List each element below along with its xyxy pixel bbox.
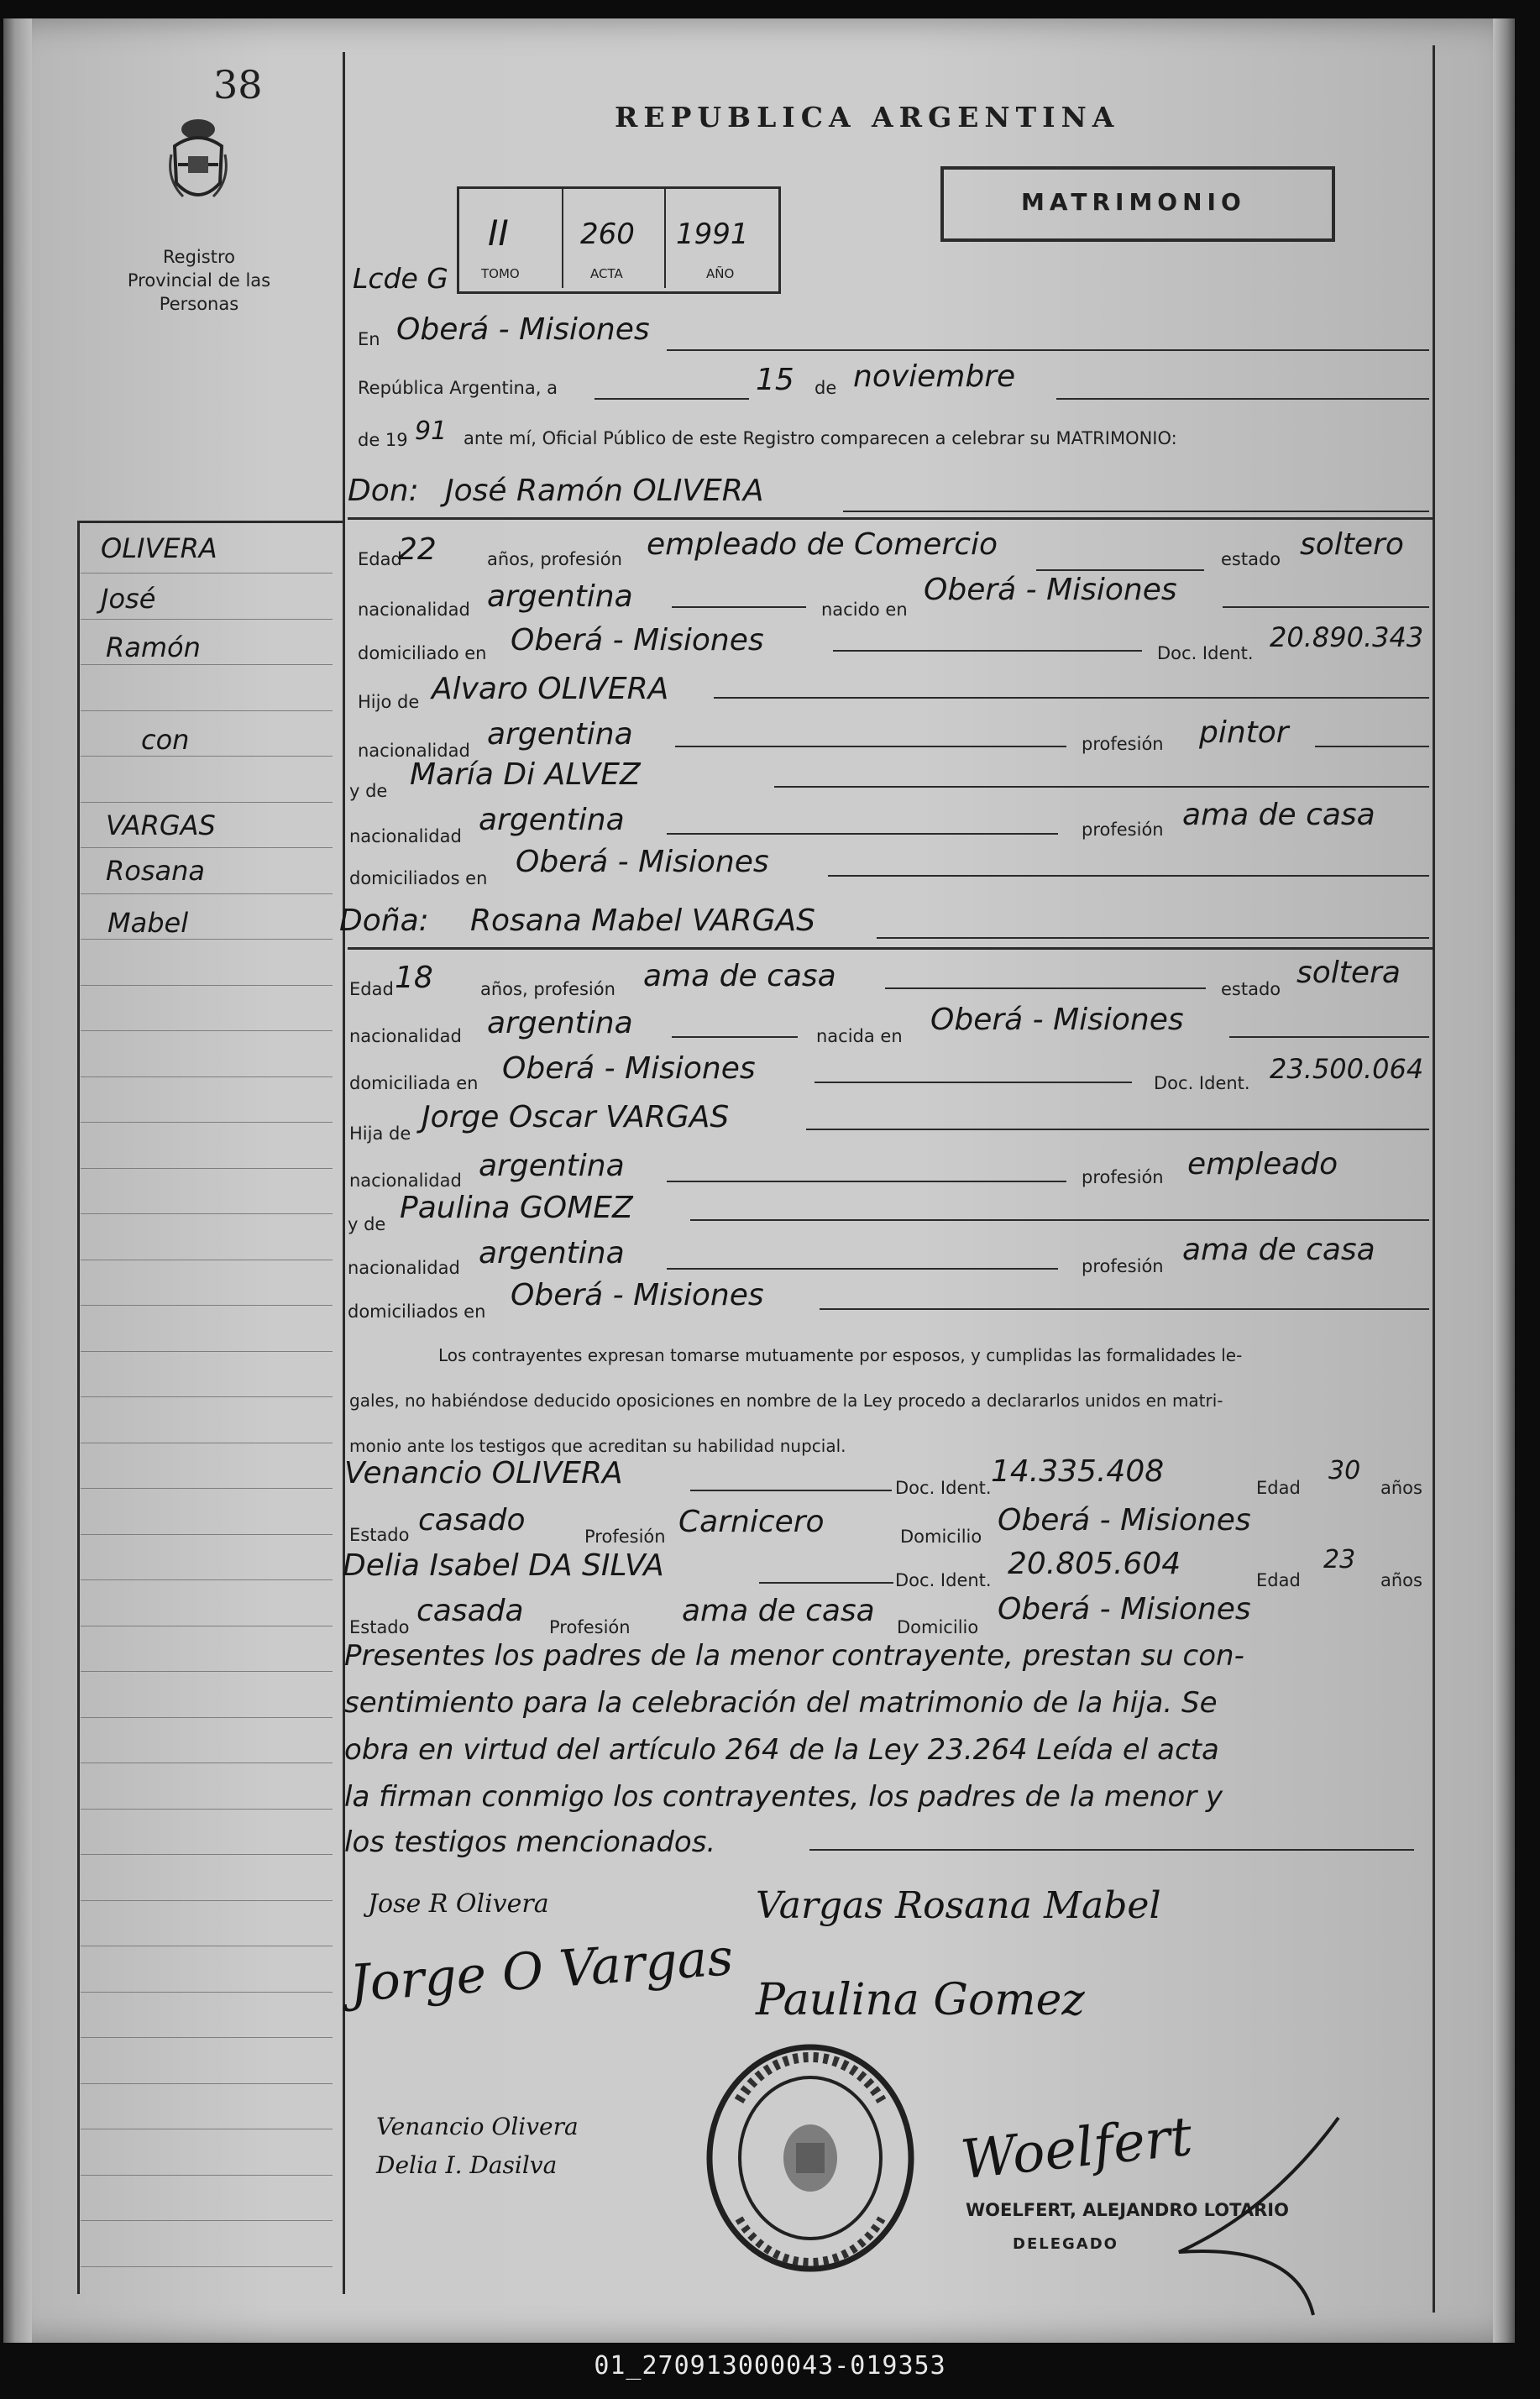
- margin-groom-second: Ramón: [106, 631, 201, 663]
- line-bride-profession: [885, 987, 1206, 989]
- witness2-name: Delia Isabel DA SILVA: [343, 1548, 664, 1583]
- bride-name: Rosana Mabel VARGAS: [470, 904, 815, 938]
- bride-father-signature: Jorge O Vargas: [348, 1928, 736, 2014]
- bride-father-name: Jorge Oscar VARGAS: [422, 1100, 730, 1134]
- bride-title: Doña:: [339, 904, 429, 938]
- margin-ruled-line: [81, 985, 333, 986]
- acta-cell: [562, 189, 666, 288]
- line-bride-mother-nationality: [667, 1268, 1058, 1270]
- bride-civil-status: soltera: [1296, 956, 1401, 990]
- tomo-label: TOMO: [481, 266, 520, 281]
- notes-line-4: la firman conmigo los contrayentes, los padres de la menor y: [344, 1780, 1223, 1814]
- groom-birthplace: Oberá - Misiones: [924, 573, 1177, 607]
- margin-bride-first: Rosana: [106, 855, 205, 887]
- groom-mother-nationality: argentina: [479, 803, 625, 837]
- coat-of-arms-seal: [168, 113, 228, 210]
- acta-label: ACTA: [590, 266, 623, 281]
- margin-ruled-line: [81, 2083, 333, 2084]
- line-bride-birthplace: [1229, 1036, 1429, 1038]
- bride-mother-profesion-label: profesión: [1082, 1256, 1164, 1276]
- bride-nationality: argentina: [487, 1006, 633, 1040]
- witness2-domicilio-label: Domicilio: [897, 1617, 979, 1637]
- margin-connector: con: [141, 724, 190, 756]
- margin-ruled-line: [81, 710, 333, 711]
- witness1-age: 30: [1328, 1456, 1361, 1485]
- record-number-box: [457, 186, 781, 294]
- groom-anos-profesion-label: años, profesión: [487, 549, 622, 569]
- line-day-before: [595, 398, 749, 400]
- groom-mother-profesion-label: profesión: [1082, 820, 1164, 840]
- margin-ruled-line: [81, 619, 333, 620]
- bride-section-rule: [348, 947, 1433, 950]
- margin-ruled-line: [81, 1351, 333, 1352]
- bride-mother-nacionalidad-label: nacionalidad: [348, 1258, 460, 1278]
- notes-line-2: sentimiento para la celebración del matrimonio de la hija. Se: [344, 1686, 1218, 1720]
- groom-mother-name: María Di ALVEZ: [410, 757, 641, 792]
- margin-ruled-line: [81, 1579, 333, 1580]
- bride-anos-profesion-label: años, profesión: [480, 979, 615, 999]
- margin-ruled-line: [81, 1305, 333, 1306]
- witness1-doc-label: Doc. Ident.: [895, 1478, 992, 1498]
- groom-parents-dom-label: domiciliados en: [349, 868, 488, 888]
- line-bride-father: [806, 1129, 1429, 1130]
- officer-signature-flourish: [1129, 2109, 1380, 2319]
- margin-ruled-line: [81, 664, 333, 665]
- margin-ruled-line: [81, 893, 333, 894]
- line-groom-nationality: [672, 606, 806, 608]
- line-bride-domicile: [815, 1082, 1132, 1083]
- margin-ruled-line: [81, 1030, 333, 1031]
- margin-ruled-line: [81, 2175, 333, 2176]
- witness2-age: 23: [1323, 1545, 1356, 1574]
- groom-parents-domicile: Oberá - Misiones: [516, 845, 769, 879]
- line-bride-mother: [690, 1219, 1429, 1221]
- margin-ruled-line: [81, 573, 333, 574]
- groom-title: Don:: [348, 474, 419, 508]
- act-type-box: [940, 166, 1335, 242]
- page-number: 38: [213, 62, 263, 107]
- margin-ruled-line: [81, 1671, 333, 1672]
- witness2-profession: ama de casa: [682, 1594, 875, 1628]
- bride-father-profesion-label: profesión: [1082, 1167, 1164, 1187]
- margin-ruled-line: [81, 1854, 333, 1855]
- margin-ruled-line: [81, 939, 333, 940]
- line-groom-mother: [774, 786, 1429, 788]
- bride-domicile: Oberá - Misiones: [502, 1051, 756, 1086]
- bride-father-nacionalidad-label: nacionalidad: [349, 1171, 462, 1191]
- margin-ruled-line: [81, 1488, 333, 1489]
- groom-nationality: argentina: [487, 579, 633, 614]
- binding-strip: [3, 18, 32, 2343]
- groom-domicilio-label: domiciliado en: [358, 643, 487, 663]
- tomo-value: II: [488, 212, 509, 254]
- line-notes-end: [809, 1849, 1414, 1851]
- margin-groom-first: José: [101, 583, 156, 615]
- line-groom-father-profession: [1315, 746, 1429, 747]
- notes-line-1: Presentes los padres de la menor contrayente, prestan su con-: [344, 1639, 1244, 1673]
- line-intro-place: [667, 349, 1429, 351]
- line-groom-father-nationality: [675, 746, 1066, 747]
- bride-father-nationality: argentina: [479, 1149, 625, 1183]
- registry-name: Registro Provincial de las Personas: [127, 247, 271, 314]
- groom-mother-profession: ama de casa: [1182, 798, 1375, 832]
- bride-nacida-label: nacida en: [816, 1026, 903, 1046]
- officer-signature: Woelfert: [957, 2105, 1196, 2192]
- margin-code: Lcde G: [353, 262, 448, 295]
- intro-day: 15: [756, 363, 794, 397]
- intro-place: Oberá - Misiones: [396, 312, 650, 347]
- declaration-line-2: gales, no habiéndose deducido oposiciones en nombre de la Ley procedo a declararlos unidos en matri-: [349, 1391, 1223, 1411]
- witness2-doc-label: Doc. Ident.: [895, 1570, 992, 1590]
- margin-ruled-line: [81, 847, 333, 848]
- acta-value: 260: [580, 217, 635, 251]
- groom-mother-nacionalidad-label: nacionalidad: [349, 826, 462, 846]
- intro-year-prefix: de 19: [358, 430, 408, 450]
- bride-yde-label: y de: [348, 1214, 386, 1234]
- margin-ruled-line: [81, 756, 333, 757]
- witness2-signature: Delia I. Dasilva: [376, 2151, 558, 2179]
- intro-month: noviembre: [853, 359, 1016, 394]
- line-groom-domicile: [833, 650, 1142, 652]
- notes-line-3: obra en virtud del artículo 264 de la Ley 23.264 Leída el acta: [344, 1733, 1219, 1767]
- line-bride-nationality: [672, 1036, 798, 1038]
- witness1-doc: 14.335.408: [991, 1454, 1165, 1489]
- officer-title: DELEGADO: [1013, 2235, 1118, 2253]
- bride-domicilio-label: domiciliada en: [349, 1073, 479, 1093]
- groom-section-rule: [348, 517, 1433, 520]
- bride-estado-label: estado: [1221, 979, 1281, 999]
- bride-nacionalidad-label: nacionalidad: [349, 1026, 462, 1046]
- bride-doc-number: 23.500.064: [1270, 1053, 1424, 1085]
- groom-father-nationality: argentina: [487, 717, 633, 752]
- tomo-cell: [459, 189, 563, 288]
- bride-signature: Vargas Rosana Mabel: [756, 1884, 1161, 1927]
- groom-nacido-label: nacido en: [821, 600, 908, 620]
- declaration-line-1: Los contrayentes expresan tomarse mutuamente por esposos, y cumplidas las formalidades le-: [438, 1345, 1243, 1365]
- line-witness2-name: [759, 1582, 893, 1584]
- margin-ruled-line: [81, 1168, 333, 1169]
- witness1-signature: Venancio Olivera: [376, 2113, 579, 2140]
- act-type: MATRIMONIO: [1021, 188, 1246, 216]
- ano-cell: [664, 189, 778, 288]
- witness2-edad-label: Edad: [1256, 1570, 1301, 1590]
- bride-mother-profession: ama de casa: [1182, 1233, 1375, 1267]
- line-month-after: [1056, 398, 1429, 400]
- notes-line-5: los testigos mencionados.: [344, 1825, 716, 1859]
- margin-ruled-line: [81, 1213, 333, 1214]
- line-bride-parents-domicile: [820, 1308, 1429, 1310]
- groom-profession: empleado de Comercio: [647, 527, 998, 562]
- margin-ruled-line: [81, 2220, 333, 2221]
- margin-bride-surname: VARGAS: [106, 809, 216, 841]
- witness1-edad-label: Edad: [1256, 1478, 1301, 1498]
- groom-edad-label: Edad: [358, 549, 402, 569]
- margin-column-left-border: [77, 522, 80, 2294]
- margin-ruled-line: [81, 1809, 333, 1810]
- groom-father-nacionalidad-label: nacionalidad: [358, 741, 470, 761]
- bride-mother-name: Paulina GOMEZ: [400, 1191, 633, 1225]
- groom-name: José Ramón OLIVERA: [445, 474, 764, 508]
- witness2-profesion-label: Profesión: [549, 1617, 631, 1637]
- witness2-domicile: Oberá - Misiones: [998, 1592, 1251, 1626]
- margin-groom-surname: OLIVERA: [101, 532, 217, 564]
- official-seal: [705, 2042, 915, 2274]
- mother-signature: Paulina Gomez: [756, 1975, 1085, 2025]
- register-page: [3, 18, 1515, 2343]
- margin-ruled-line: [81, 1122, 333, 1123]
- bride-parents-dom-label: domiciliados en: [348, 1302, 486, 1322]
- margin-bride-second: Mabel: [107, 907, 189, 939]
- line-groom-father: [714, 697, 1429, 699]
- witness1-estado-label: Estado: [349, 1525, 410, 1545]
- groom-father-name: Alvaro OLIVERA: [432, 672, 669, 706]
- intro-de-label: de: [815, 378, 837, 398]
- groom-hijo-label: Hijo de: [358, 692, 420, 712]
- ano-label: AÑO: [706, 266, 735, 281]
- image-id-caption: 01_270913000043-019353: [594, 2351, 946, 2381]
- line-groom-name: [843, 511, 1429, 512]
- intro-statement: ante mí, Oficial Público de este Registro comparecen a celebrar su MATRIMONIO:: [464, 428, 1177, 448]
- bride-mother-nationality: argentina: [479, 1236, 625, 1270]
- margin-ruled-line: [81, 1992, 333, 1993]
- bride-age: 18: [395, 961, 433, 995]
- margin-ruled-line: [81, 2037, 333, 2038]
- ano-value: 1991: [676, 217, 749, 251]
- bride-profession: ama de casa: [643, 959, 836, 993]
- groom-doc-label: Doc. Ident.: [1157, 643, 1254, 663]
- line-witness1-name: [690, 1490, 892, 1491]
- margin-ruled-line: [81, 1534, 333, 1535]
- republica-label: República Argentina, a: [358, 378, 558, 398]
- bride-birthplace: Oberá - Misiones: [930, 1003, 1184, 1037]
- margin-column-right-border: [343, 52, 345, 2294]
- witness2-status: casada: [416, 1594, 524, 1628]
- witness1-name: Venancio OLIVERA: [344, 1456, 623, 1490]
- line-groom-mother-nationality: [667, 833, 1058, 835]
- declaration-line-3: monio ante los testigos que acreditan su habilidad nupcial.: [349, 1436, 846, 1456]
- margin-ruled-line: [81, 1717, 333, 1718]
- witness1-domicile: Oberá - Misiones: [998, 1503, 1251, 1537]
- margin-ruled-line: [81, 802, 333, 803]
- country-heading: REPUBLICA ARGENTINA: [615, 101, 1120, 134]
- margin-column-top-rule: [77, 521, 343, 523]
- line-groom-parents-domicile: [828, 875, 1429, 877]
- bride-doc-label: Doc. Ident.: [1154, 1073, 1250, 1093]
- en-label: En: [358, 329, 380, 349]
- intro-year-suffix: 91: [415, 416, 448, 446]
- witness1-profession: Carnicero: [678, 1505, 825, 1539]
- bride-edad-label: Edad: [349, 979, 394, 999]
- officer-name: WOELFERT, ALEJANDRO LOTARIO: [966, 2200, 1289, 2220]
- groom-yde-label: y de: [349, 781, 388, 801]
- line-groom-birthplace: [1223, 606, 1429, 608]
- groom-signature: Jose R Olivera: [368, 1889, 549, 1919]
- witness2-anos-label: años: [1380, 1570, 1422, 1590]
- groom-estado-label: estado: [1221, 549, 1281, 569]
- witness1-profesion-label: Profesión: [584, 1527, 666, 1547]
- bride-father-profession: empleado: [1187, 1147, 1338, 1181]
- page-edge: [1493, 18, 1515, 2343]
- witness1-status: casado: [418, 1503, 526, 1537]
- margin-ruled-line: [81, 1076, 333, 1077]
- groom-father-profession: pintor: [1199, 715, 1289, 750]
- line-bride-father-nationality: [667, 1181, 1066, 1182]
- groom-domicile: Oberá - Misiones: [511, 623, 764, 657]
- bride-hija-label: Hija de: [349, 1124, 411, 1144]
- page-right-border: [1433, 45, 1435, 2313]
- witness2-estado-label: Estado: [349, 1617, 410, 1637]
- groom-nacionalidad-label: nacionalidad: [358, 600, 470, 620]
- bride-parents-domicile: Oberá - Misiones: [511, 1278, 764, 1312]
- witness2-doc: 20.805.604: [1008, 1547, 1181, 1581]
- line-bride-name: [877, 937, 1429, 939]
- margin-ruled-line: [81, 2266, 333, 2267]
- groom-civil-status: soltero: [1300, 527, 1404, 562]
- witness1-domicilio-label: Domicilio: [900, 1527, 982, 1547]
- witness1-anos-label: años: [1380, 1478, 1422, 1498]
- groom-doc-number: 20.890.343: [1270, 621, 1424, 653]
- groom-age: 22: [398, 532, 437, 567]
- margin-ruled-line: [81, 1396, 333, 1397]
- groom-father-profesion-label: profesión: [1082, 734, 1164, 754]
- line-groom-profession: [1036, 569, 1204, 571]
- margin-ruled-line: [81, 1900, 333, 1901]
